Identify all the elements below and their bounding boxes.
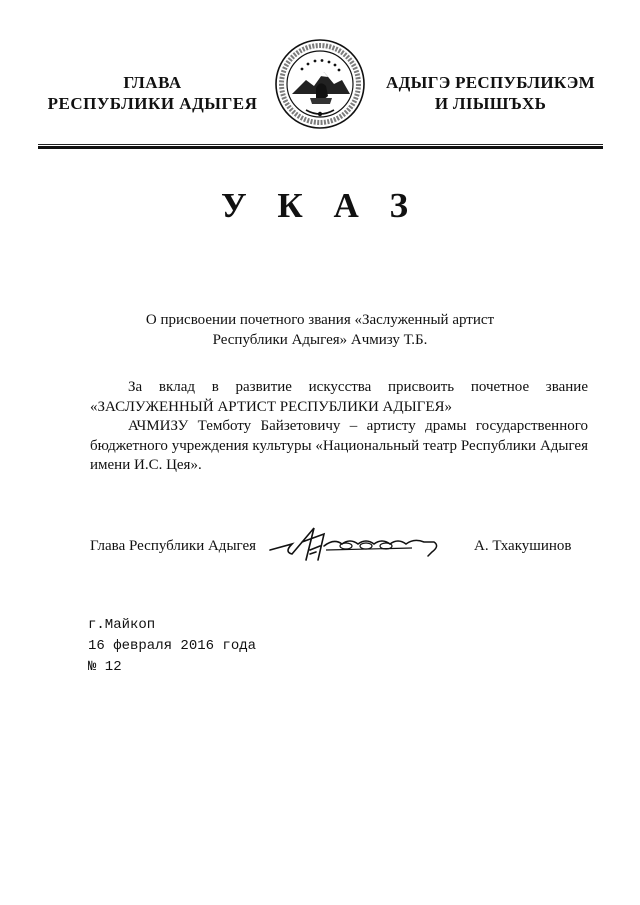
issuer-title-russian <box>35 72 270 114</box>
coat-of-arms-icon <box>272 36 368 132</box>
header-divider-thin <box>38 144 603 145</box>
issuer-adyghe-line-1: АДЫГЭ РЕСПУБЛИКЭМ <box>386 73 595 92</box>
signatory-position: Глава Республики Адыгея <box>90 538 257 554</box>
issue-date: 16 февраля 2016 года <box>88 638 257 654</box>
body-paragraph-1-line-1: За вклад в развитие искусства присвоить почетное звание <box>128 379 588 395</box>
issuer-title-adyghe <box>378 72 603 114</box>
document-title: У К А З <box>220 186 420 225</box>
issuer-adyghe-line-2: И ЛІЫШЪХЬ <box>434 94 547 113</box>
issuer-line-1: ГЛАВА <box>123 73 182 92</box>
document-body <box>90 378 588 476</box>
subject-line-2: Республики Адыгея» Ачмизу Т.Б. <box>212 332 428 348</box>
document-subject <box>90 310 550 350</box>
header-divider-thick <box>38 146 603 149</box>
issue-place: г.Майкоп <box>88 617 156 633</box>
signatory-name: А. Тхакушинов <box>474 538 572 554</box>
handwritten-signature-icon <box>262 520 452 566</box>
body-paragraph-2: АЧМИЗУ Темботу Байзетовичу – артисту драмы государственного бюджетного учреждения культуры «Национальный театр Республики Адыгея имени И.С. Цея». <box>90 418 588 473</box>
subject-line-1: О присвоении почетного звания «Заслуженный артист <box>145 312 495 328</box>
body-paragraph-1-line-2: «ЗАСЛУЖЕННЫЙ АРТИСТ РЕСПУБЛИКИ АДЫГЕЯ» <box>90 398 453 415</box>
issuer-line-2: РЕСПУБЛИКИ АДЫГЕЯ <box>47 94 258 113</box>
decree-number: № 12 <box>88 659 122 675</box>
